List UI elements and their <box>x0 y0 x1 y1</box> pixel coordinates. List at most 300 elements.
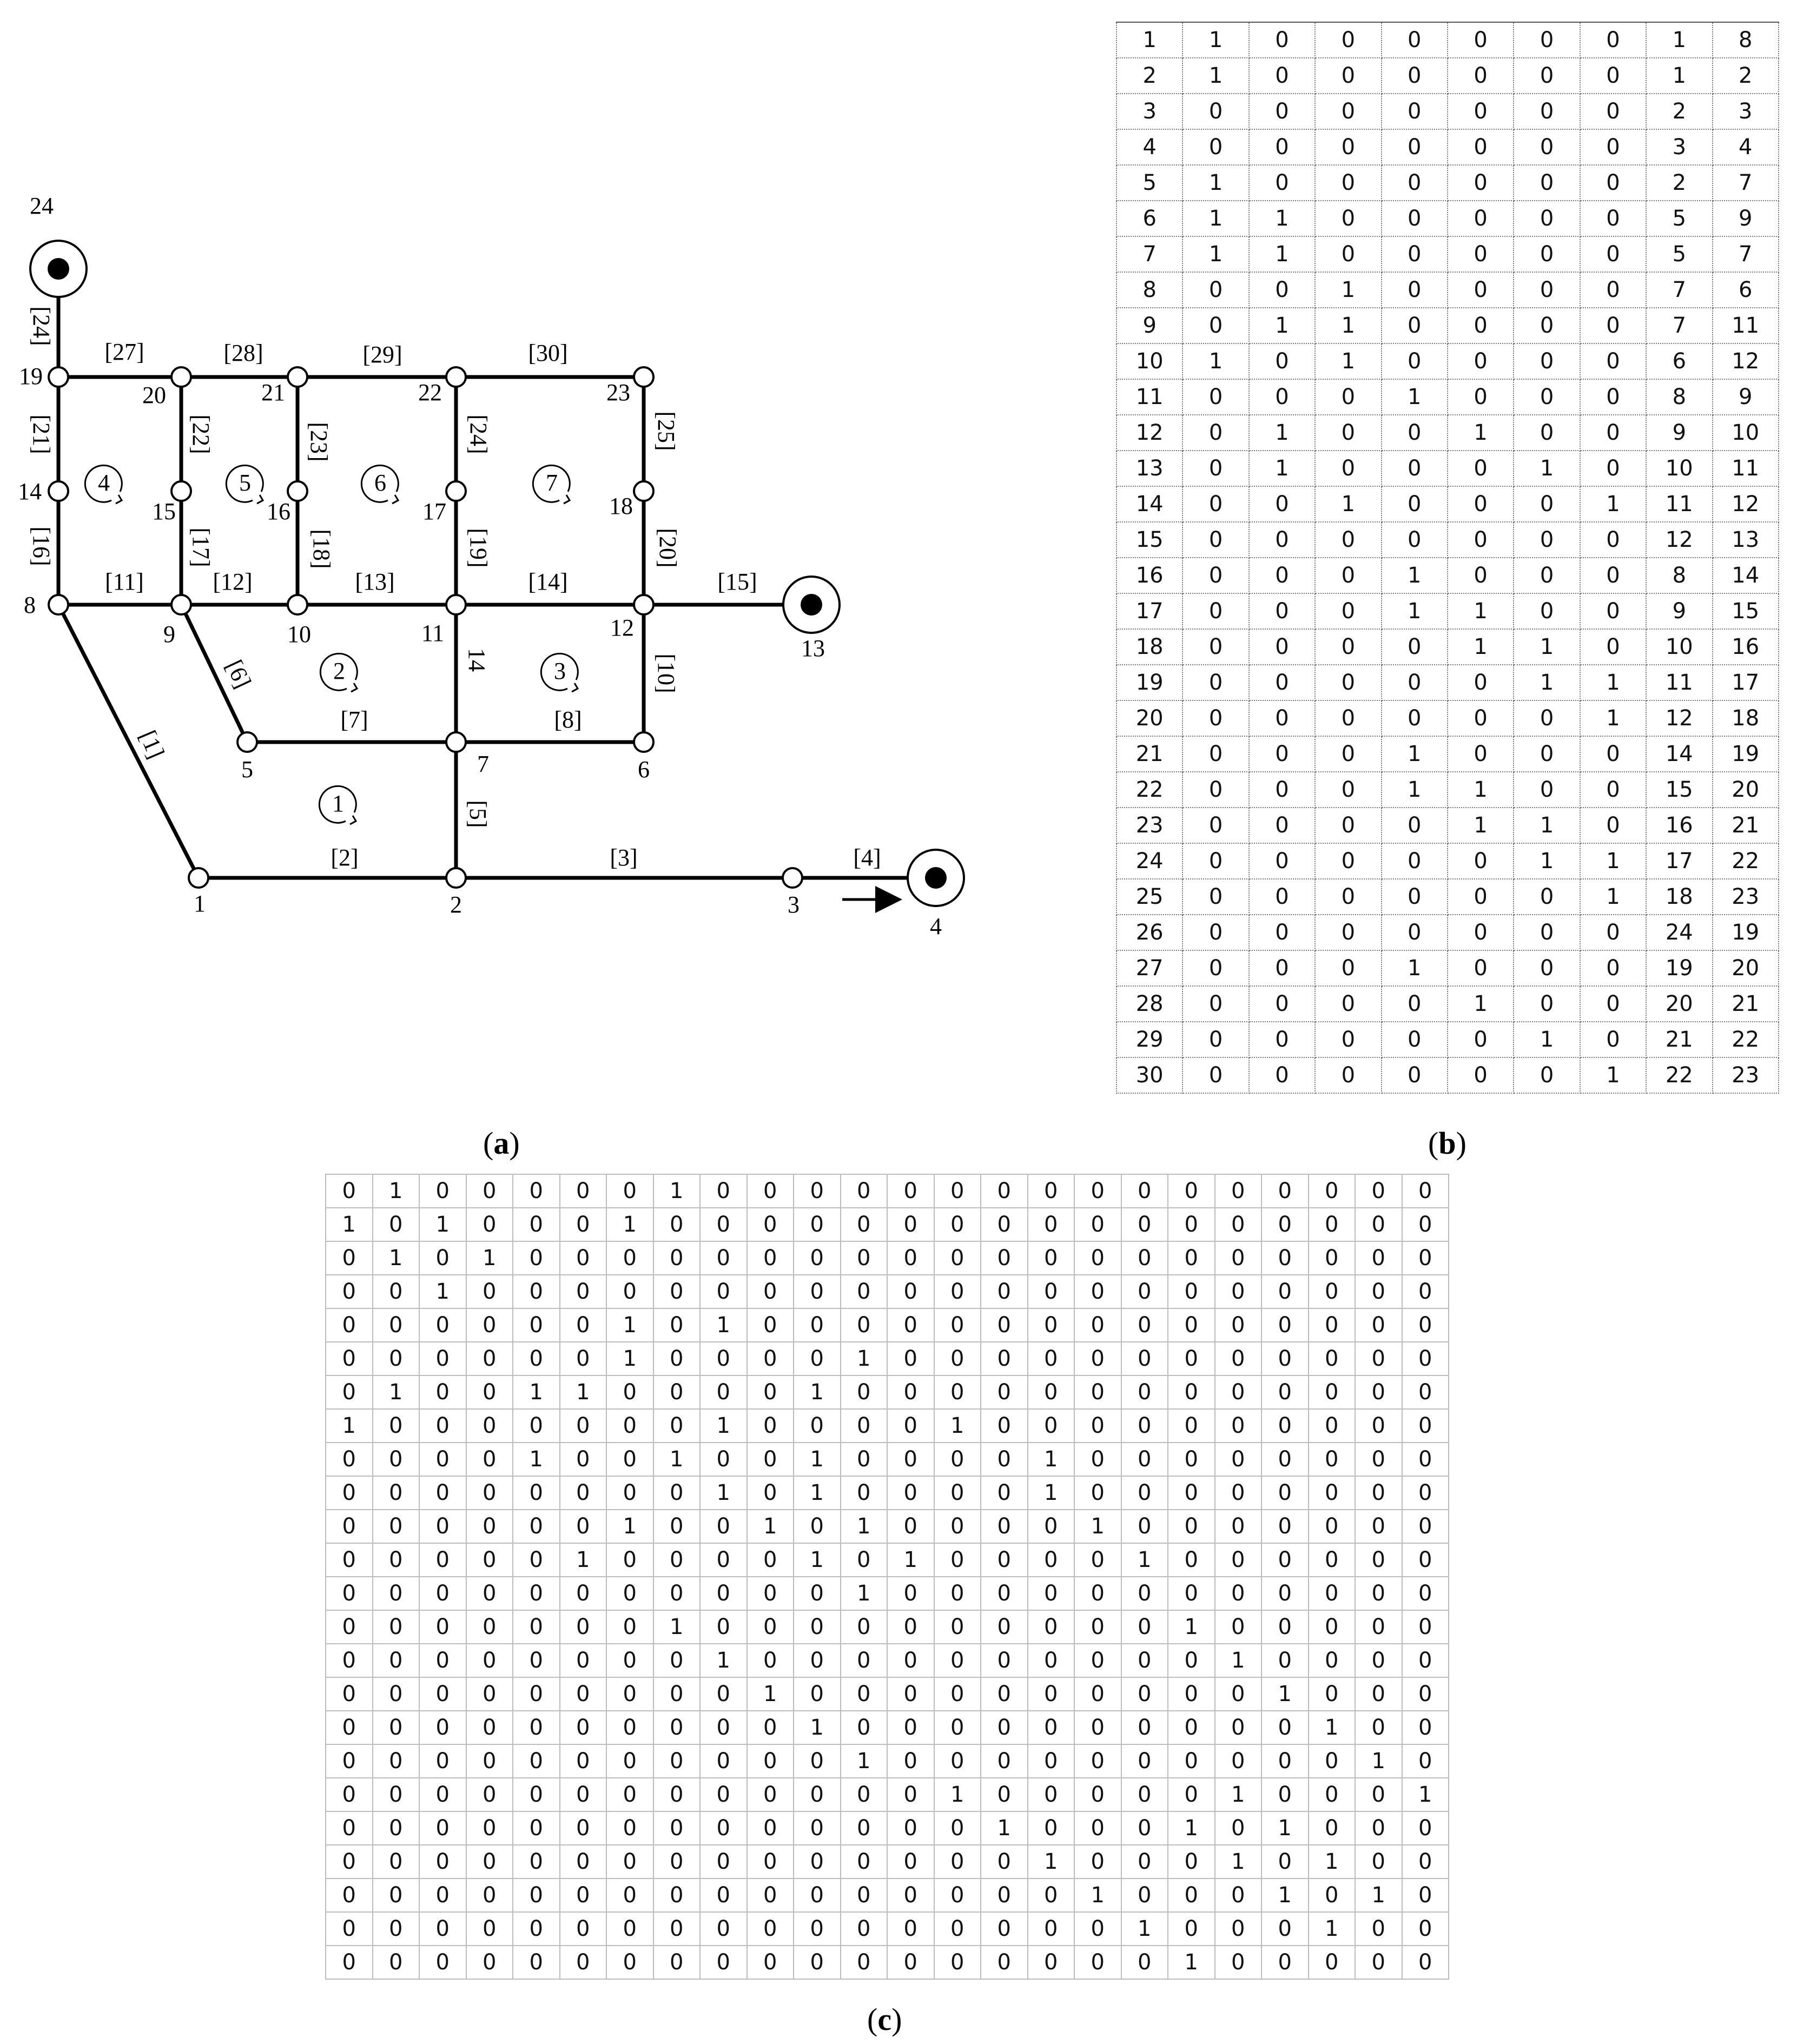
node-label: 2 <box>450 891 462 918</box>
pipe-cell: 27 <box>1116 950 1182 986</box>
pipe-cell: 0 <box>1448 1057 1514 1093</box>
pipe-cell: 1 <box>1249 201 1315 236</box>
pipe-cell: 17 <box>1713 665 1779 700</box>
matrix-cell: 0 <box>326 1275 373 1308</box>
matrix-cell: 0 <box>1168 1241 1215 1275</box>
matrix-cell: 0 <box>700 1946 747 1979</box>
pipe-cell: 12 <box>1116 415 1182 451</box>
matrix-cell: 0 <box>606 1644 653 1677</box>
pipe-label: [19] <box>465 528 492 568</box>
matrix-cell: 0 <box>841 1241 888 1275</box>
matrix-cell: 0 <box>1261 1174 1309 1208</box>
matrix-cell: 0 <box>513 1644 560 1677</box>
matrix-cell: 0 <box>1168 1476 1215 1510</box>
pipe-cell: 9 <box>1713 201 1779 236</box>
matrix-cell: 0 <box>841 1811 888 1845</box>
matrix-cell: 0 <box>747 1275 794 1308</box>
matrix-cell: 0 <box>1074 1577 1121 1610</box>
matrix-cell: 0 <box>887 1912 934 1946</box>
matrix-cell: 0 <box>653 1543 701 1577</box>
pipe-cell: 0 <box>1182 308 1248 343</box>
matrix-cell: 0 <box>1402 1878 1449 1912</box>
matrix-cell: 0 <box>841 1845 888 1878</box>
pipe-cell: 1 <box>1580 879 1646 915</box>
pipe-cell: 0 <box>1249 272 1315 308</box>
matrix-cell: 0 <box>1355 1845 1402 1878</box>
matrix-cell: 0 <box>1215 1946 1262 1979</box>
matrix-cell: 0 <box>981 1342 1028 1375</box>
matrix-cell: 0 <box>1355 1308 1402 1342</box>
matrix-cell: 0 <box>1402 1946 1449 1979</box>
matrix-cell: 0 <box>1215 1912 1262 1946</box>
pipe-label: [17] <box>187 527 214 567</box>
matrix-cell: 0 <box>934 1711 981 1744</box>
matrix-cell: 0 <box>1309 1946 1356 1979</box>
pipe-cell: 1 <box>1182 236 1248 272</box>
pipe-cell: 0 <box>1382 629 1448 665</box>
matrix-cell: 0 <box>419 1476 466 1510</box>
matrix-cell: 0 <box>887 1443 934 1476</box>
pipe-cell: 0 <box>1315 94 1381 129</box>
node-label: 21 <box>261 379 285 406</box>
pipe-cell: 0 <box>1382 94 1448 129</box>
pipe-cell: 1 <box>1382 558 1448 593</box>
junction-node <box>49 367 68 387</box>
matrix-cell: 0 <box>747 1811 794 1845</box>
pipe-cell: 0 <box>1182 1022 1248 1057</box>
node-label: 5 <box>241 756 253 783</box>
pipe-cell: 0 <box>1580 915 1646 950</box>
matrix-cell: 0 <box>1121 1241 1168 1275</box>
matrix-cell: 0 <box>1261 1946 1309 1979</box>
matrix-cell: 0 <box>1168 1778 1215 1811</box>
matrix-cell: 0 <box>466 1476 513 1510</box>
matrix-cell: 0 <box>934 1275 981 1308</box>
matrix-cell: 0 <box>1309 1778 1356 1811</box>
matrix-cell: 0 <box>466 1342 513 1375</box>
pipe-cell: 0 <box>1448 843 1514 879</box>
matrix-cell: 0 <box>1402 1677 1449 1711</box>
pipe-row <box>1116 772 1779 808</box>
pipe-cell: 0 <box>1182 94 1248 129</box>
pipe-cell: 0 <box>1249 843 1315 879</box>
pipe-cell: 14 <box>1646 736 1712 772</box>
matrix-cell: 0 <box>934 1476 981 1510</box>
matrix-cell: 0 <box>1309 1342 1356 1375</box>
pipe-cell: 2 <box>1116 58 1182 94</box>
matrix-cell: 0 <box>934 1208 981 1241</box>
matrix-cell: 0 <box>373 1308 420 1342</box>
matrix-cell: 1 <box>373 1241 420 1275</box>
matrix-cell: 0 <box>1074 1375 1121 1409</box>
matrix-cell: 0 <box>700 1711 747 1744</box>
pipe-cell: 0 <box>1249 736 1315 772</box>
pipe-cell: 21 <box>1646 1022 1712 1057</box>
matrix-cell: 0 <box>794 1241 841 1275</box>
matrix-cell: 0 <box>1402 1811 1449 1845</box>
pipe-cell: 16 <box>1646 808 1712 843</box>
matrix-cell: 0 <box>513 1845 560 1878</box>
matrix-cell: 0 <box>419 1308 466 1342</box>
matrix-cell: 0 <box>466 1543 513 1577</box>
pipe-cell: 0 <box>1448 201 1514 236</box>
matrix-cell: 0 <box>466 1275 513 1308</box>
matrix-cell: 0 <box>560 1476 607 1510</box>
matrix-cell: 0 <box>1261 1409 1309 1443</box>
matrix-cell: 0 <box>606 1677 653 1711</box>
matrix-cell: 0 <box>653 1677 701 1711</box>
matrix-cell: 0 <box>373 1878 420 1912</box>
matrix-cell: 0 <box>1074 1241 1121 1275</box>
pipe-cell: 6 <box>1116 201 1182 236</box>
matrix-cell: 0 <box>1121 1375 1168 1409</box>
pipe-label: [11] <box>105 568 144 596</box>
pipe-cell: 0 <box>1382 665 1448 700</box>
matrix-cell: 1 <box>934 1409 981 1443</box>
matrix-cell: 0 <box>1355 1342 1402 1375</box>
pipe-label: [6] <box>220 656 257 692</box>
source-node-dot <box>48 258 69 280</box>
matrix-cell: 0 <box>373 1409 420 1443</box>
matrix-cell: 1 <box>841 1510 888 1543</box>
matrix-cell: 0 <box>1168 1375 1215 1409</box>
matrix-cell: 1 <box>1261 1811 1309 1845</box>
junction-nodes <box>30 241 964 906</box>
matrix-cell: 0 <box>1168 1409 1215 1443</box>
pipe-cell: 11 <box>1646 486 1712 522</box>
pipe-cell: 1 <box>1182 343 1248 379</box>
matrix-cell: 0 <box>606 1610 653 1644</box>
pipe-cell: 1 <box>1382 379 1448 415</box>
pipe-label: [29] <box>362 341 402 368</box>
matrix-cell: 0 <box>560 1577 607 1610</box>
matrix-cell: 0 <box>1121 1577 1168 1610</box>
pipe-cell: 26 <box>1116 915 1182 950</box>
pipe-row <box>1116 665 1779 700</box>
matrix-cell: 0 <box>326 1543 373 1577</box>
junction-node <box>171 595 191 614</box>
matrix-cell: 0 <box>841 1375 888 1409</box>
pipe-cell: 1 <box>1448 415 1514 451</box>
matrix-cell: 0 <box>887 1845 934 1878</box>
matrix-cell: 0 <box>1402 1845 1449 1878</box>
pipe-cell: 0 <box>1249 986 1315 1022</box>
matrix-cell: 0 <box>794 1644 841 1677</box>
matrix-cell: 0 <box>1028 1577 1075 1610</box>
matrix-cell: 0 <box>1028 1308 1075 1342</box>
matrix-row <box>326 1811 1449 1845</box>
pipe-cell: 20 <box>1713 772 1779 808</box>
pipe-cell: 0 <box>1514 879 1580 915</box>
matrix-cell: 1 <box>466 1241 513 1275</box>
matrix-cell: 0 <box>1402 1375 1449 1409</box>
node-label: 1 <box>194 890 206 917</box>
pipe-cell: 18 <box>1713 700 1779 736</box>
pipe-row <box>1116 1022 1779 1057</box>
matrix-row <box>326 1711 1449 1744</box>
pipe-cell: 0 <box>1580 950 1646 986</box>
matrix-cell: 0 <box>1402 1744 1449 1778</box>
matrix-cell: 0 <box>326 1711 373 1744</box>
matrix-cell: 0 <box>560 1811 607 1845</box>
matrix-cell: 0 <box>1028 1610 1075 1644</box>
matrix-cell: 1 <box>1355 1878 1402 1912</box>
pipe-cell: 0 <box>1514 22 1580 58</box>
matrix-cell: 0 <box>373 1443 420 1476</box>
matrix-row <box>326 1375 1449 1409</box>
matrix-cell: 0 <box>700 1375 747 1409</box>
pipe-cell: 1 <box>1182 165 1248 201</box>
matrix-cell: 0 <box>653 1476 701 1510</box>
matrix-cell: 0 <box>747 1845 794 1878</box>
pipe-cell: 7 <box>1713 236 1779 272</box>
pipe-label: [2] <box>331 844 359 871</box>
loop-arrowhead <box>392 495 398 504</box>
pipe-cell: 0 <box>1382 879 1448 915</box>
pipe-cell: 22 <box>1646 1057 1712 1093</box>
matrix-cell: 0 <box>466 1577 513 1610</box>
pipe-label: 14 <box>463 648 490 672</box>
matrix-row <box>326 1241 1449 1275</box>
pipe-cell: 21 <box>1713 986 1779 1022</box>
matrix-cell: 0 <box>934 1577 981 1610</box>
matrix-cell: 0 <box>747 1342 794 1375</box>
matrix-cell: 0 <box>1309 1476 1356 1510</box>
pipe-cell: 0 <box>1580 343 1646 379</box>
pipe-label: [15] <box>717 568 757 596</box>
pipe-cell: 0 <box>1315 522 1381 558</box>
matrix-cell: 1 <box>794 1443 841 1476</box>
pipe-cell: 0 <box>1580 772 1646 808</box>
pipe-cell: 19 <box>1646 950 1712 986</box>
matrix-cell: 0 <box>653 1912 701 1946</box>
pipe-cell: 0 <box>1514 379 1580 415</box>
matrix-cell: 0 <box>1355 1275 1402 1308</box>
pipe-cell: 0 <box>1514 593 1580 629</box>
matrix-cell: 0 <box>606 1275 653 1308</box>
matrix-cell: 0 <box>887 1241 934 1275</box>
matrix-cell: 0 <box>887 1342 934 1375</box>
matrix-cell: 0 <box>1215 1744 1262 1778</box>
pipe-cell: 1 <box>1580 700 1646 736</box>
node-label: 7 <box>477 751 489 778</box>
matrix-cell: 0 <box>1355 1778 1402 1811</box>
pipe-cell: 0 <box>1182 915 1248 950</box>
junction-node <box>288 595 307 614</box>
matrix-cell: 0 <box>606 1811 653 1845</box>
matrix-cell: 0 <box>1215 1878 1262 1912</box>
matrix-cell: 0 <box>373 1476 420 1510</box>
node-label: 3 <box>788 891 800 918</box>
matrix-cell: 1 <box>841 1577 888 1610</box>
junction-node <box>446 868 466 888</box>
matrix-cell: 0 <box>747 1644 794 1677</box>
pipe-cell: 0 <box>1580 629 1646 665</box>
matrix-cell: 0 <box>887 1878 934 1912</box>
matrix-cell: 0 <box>794 1308 841 1342</box>
pipe-cell: 0 <box>1315 986 1381 1022</box>
matrix-row <box>326 1308 1449 1342</box>
pipe-cell: 1 <box>1580 486 1646 522</box>
pipe-cell: 0 <box>1182 486 1248 522</box>
matrix-cell: 0 <box>419 1744 466 1778</box>
matrix-cell: 0 <box>466 1711 513 1744</box>
matrix-cell: 0 <box>934 1744 981 1778</box>
matrix-cell: 0 <box>1121 1476 1168 1510</box>
matrix-cell: 0 <box>606 1744 653 1778</box>
matrix-cell: 0 <box>1402 1241 1449 1275</box>
pipe-row <box>1116 915 1779 950</box>
pipe-cell: 0 <box>1182 1057 1248 1093</box>
loop-number: 2 <box>333 658 345 685</box>
pipe-cell: 0 <box>1249 58 1315 94</box>
matrix-cell: 0 <box>794 1208 841 1241</box>
matrix-cell: 0 <box>560 1677 607 1711</box>
matrix-cell: 0 <box>747 1476 794 1510</box>
matrix-cell: 0 <box>1355 1610 1402 1644</box>
pipe-cell: 10 <box>1646 451 1712 486</box>
matrix-cell: 0 <box>747 1543 794 1577</box>
pipe-cell: 23 <box>1116 808 1182 843</box>
matrix-row <box>326 1409 1449 1443</box>
matrix-cell: 0 <box>1261 1543 1309 1577</box>
pipe-cell: 13 <box>1116 451 1182 486</box>
matrix-row <box>326 1845 1449 1878</box>
pipe-cell: 12 <box>1713 343 1779 379</box>
matrix-cell: 0 <box>1074 1208 1121 1241</box>
matrix-cell: 0 <box>1261 1241 1309 1275</box>
pipe-cell: 0 <box>1182 272 1248 308</box>
matrix-cell: 0 <box>1121 1644 1168 1677</box>
matrix-cell: 0 <box>934 1375 981 1409</box>
matrix-cell: 1 <box>841 1744 888 1778</box>
matrix-cell: 0 <box>560 1778 607 1811</box>
matrix-cell: 0 <box>326 1946 373 1979</box>
pipe-cell: 22 <box>1116 772 1182 808</box>
matrix-cell: 0 <box>1028 1409 1075 1443</box>
matrix-cell: 0 <box>326 1912 373 1946</box>
matrix-cell: 0 <box>1121 1308 1168 1342</box>
matrix-cell: 0 <box>1309 1744 1356 1778</box>
pipe-cell: 0 <box>1315 58 1381 94</box>
pipe-cell: 0 <box>1580 415 1646 451</box>
matrix-cell: 0 <box>794 1677 841 1711</box>
matrix-cell: 0 <box>513 1577 560 1610</box>
matrix-cell: 0 <box>653 1778 701 1811</box>
matrix-cell: 0 <box>466 1409 513 1443</box>
pipe-cell: 0 <box>1580 593 1646 629</box>
pipe-row <box>1116 343 1779 379</box>
matrix-cell: 0 <box>1355 1174 1402 1208</box>
matrix-cell: 0 <box>1261 1476 1309 1510</box>
pipe-cell: 0 <box>1315 879 1381 915</box>
matrix-cell: 0 <box>326 1878 373 1912</box>
matrix-cell: 0 <box>934 1543 981 1577</box>
matrix-cell: 0 <box>1028 1375 1075 1409</box>
matrix-cell: 0 <box>1402 1644 1449 1677</box>
pipe-cell: 0 <box>1580 94 1646 129</box>
matrix-cell: 0 <box>1355 1208 1402 1241</box>
pipe-cell: 0 <box>1182 772 1248 808</box>
matrix-cell: 0 <box>1261 1778 1309 1811</box>
matrix-row <box>326 1476 1449 1510</box>
matrix-cell: 0 <box>560 1342 607 1375</box>
matrix-cell: 1 <box>326 1409 373 1443</box>
matrix-cell: 0 <box>934 1174 981 1208</box>
matrix-cell: 1 <box>653 1610 701 1644</box>
pipe-row <box>1116 415 1779 451</box>
matrix-cell: 0 <box>606 1845 653 1878</box>
matrix-cell: 0 <box>841 1208 888 1241</box>
pipe-cell: 2 <box>1646 94 1712 129</box>
matrix-cell: 0 <box>1074 1811 1121 1845</box>
matrix-cell: 0 <box>841 1275 888 1308</box>
matrix-cell: 0 <box>606 1443 653 1476</box>
pipe-cell: 21 <box>1116 736 1182 772</box>
matrix-cell: 0 <box>1355 1510 1402 1543</box>
matrix-cell: 0 <box>560 1241 607 1275</box>
node-label: 8 <box>24 592 36 619</box>
matrix-cell: 0 <box>981 1375 1028 1409</box>
pipe-cell: 0 <box>1315 415 1381 451</box>
matrix-cell: 0 <box>1215 1577 1262 1610</box>
matrix-cell: 0 <box>794 1778 841 1811</box>
matrix-cell: 0 <box>1261 1208 1309 1241</box>
matrix-cell: 0 <box>373 1208 420 1241</box>
matrix-cell: 0 <box>1074 1308 1121 1342</box>
pipe-cell: 0 <box>1580 1022 1646 1057</box>
matrix-cell: 0 <box>513 1878 560 1912</box>
matrix-cell: 0 <box>1215 1375 1262 1409</box>
matrix-cell: 0 <box>934 1912 981 1946</box>
matrix-cell: 0 <box>934 1510 981 1543</box>
loop-marker <box>541 653 578 692</box>
matrix-cell: 0 <box>419 1878 466 1912</box>
pipe-cell: 0 <box>1448 236 1514 272</box>
matrix-cell: 0 <box>513 1241 560 1275</box>
matrix-cell: 0 <box>326 1610 373 1644</box>
matrix-cell: 0 <box>700 1845 747 1878</box>
pipe-cell: 0 <box>1448 272 1514 308</box>
pipe-cell: 0 <box>1580 736 1646 772</box>
pipe-cell: 0 <box>1580 379 1646 415</box>
loop-number: 1 <box>332 790 344 817</box>
pipe-cell: 1 <box>1646 22 1712 58</box>
pipe-cell: 1 <box>1182 58 1248 94</box>
matrix-cell: 1 <box>1355 1744 1402 1778</box>
pipe-cell: 1 <box>1514 665 1580 700</box>
matrix-cell: 0 <box>1355 1577 1402 1610</box>
pipe-cell: 17 <box>1646 843 1712 879</box>
pipe-cell: 11 <box>1116 379 1182 415</box>
matrix-cell: 0 <box>794 1878 841 1912</box>
matrix-cell: 0 <box>887 1946 934 1979</box>
matrix-cell: 1 <box>794 1711 841 1744</box>
matrix-cell: 0 <box>700 1610 747 1644</box>
matrix-cell: 0 <box>560 1275 607 1308</box>
matrix-cell: 0 <box>700 1912 747 1946</box>
pipe-cell: 10 <box>1116 343 1182 379</box>
matrix-cell: 0 <box>1168 1644 1215 1677</box>
loop-arrowhead <box>572 683 578 692</box>
matrix-cell: 0 <box>606 1878 653 1912</box>
matrix-cell: 1 <box>513 1443 560 1476</box>
pipe-cell: 0 <box>1249 1022 1315 1057</box>
matrix-cell: 0 <box>1168 1577 1215 1610</box>
matrix-cell: 0 <box>513 1308 560 1342</box>
matrix-cell: 1 <box>606 1510 653 1543</box>
matrix-cell: 0 <box>1121 1409 1168 1443</box>
